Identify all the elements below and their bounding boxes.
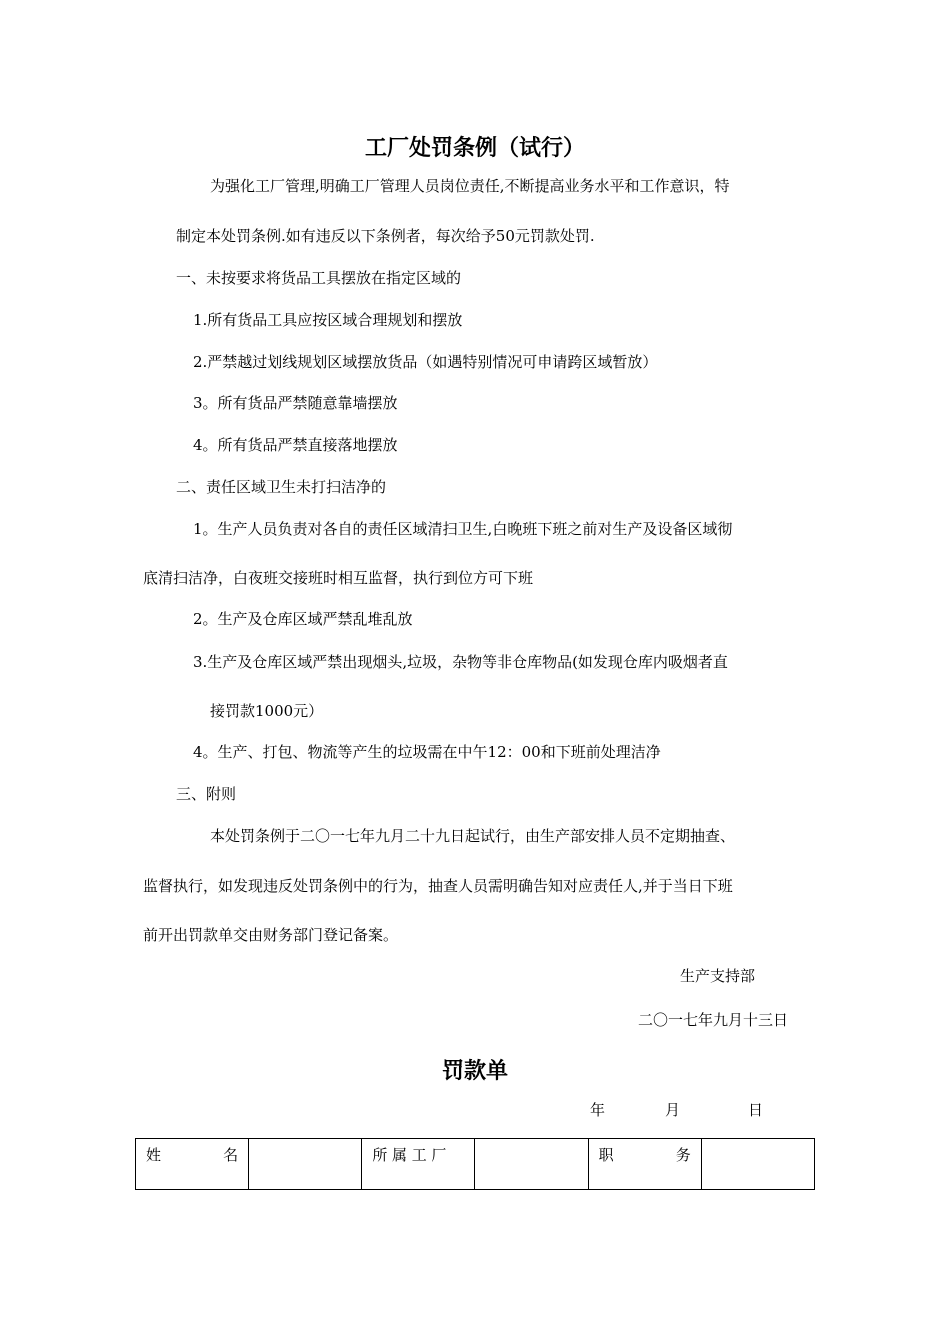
section-1-item-1: 1.所有货品工具应按区域合理规划和摆放: [193, 311, 463, 329]
factory-label-cell: [362, 1139, 475, 1190]
section-2-item-3-line-1: 3.生产及仓库区域严禁出现烟头,垃圾，杂物等非仓库物品(如发现仓库内吸烟者直: [193, 653, 728, 671]
factory-label-char-2: 属: [392, 1146, 408, 1164]
position-label: [599, 1145, 691, 1165]
fine-form-row: [136, 1139, 815, 1190]
form-date-year: 年: [590, 1101, 606, 1119]
factory-label-char-4: 厂: [431, 1146, 447, 1164]
section-2-item-2: 2。生产及仓库区域严禁乱堆乱放: [193, 610, 413, 628]
factory-label: [372, 1145, 464, 1165]
form-title: 罚款单: [441, 1059, 508, 1084]
intro-line-1: 为强化工厂管理,明确工厂管理人员岗位责任,不断提高业务水平和工作意识，特: [210, 177, 730, 195]
factory-label-char-3: 工: [411, 1146, 427, 1164]
section-2-item-3-line-2: 接罚款1000元）: [210, 702, 324, 720]
form-date-month: 月: [665, 1101, 681, 1119]
signature-date: 二〇一七年九月十三日: [638, 1011, 789, 1029]
section-3-line-3: 前开出罚款单交由财务部门登记备案。: [143, 926, 399, 944]
section-2-item-1-line-1: 1。生产人员负责对各自的责任区域清扫卫生,白晚班下班之前对生产及设备区域彻: [193, 520, 733, 538]
document-title: 工厂处罚条例（试行）: [364, 136, 585, 161]
factory-value-cell[interactable]: [475, 1139, 588, 1190]
section-3-line-1: 本处罚条例于二〇一七年九月二十九日起试行，由生产部安排人员不定期抽查、: [210, 827, 736, 845]
name-value-cell[interactable]: [249, 1139, 362, 1190]
section-1-heading: 一、未按要求将货品工具摆放在指定区域的: [176, 269, 462, 287]
name-label-cell: [136, 1139, 249, 1190]
signature-department: 生产支持部: [680, 967, 756, 985]
intro-line-2: 制定本处罚条例.如有违反以下条例者，每次给予50元罚款处罚.: [176, 227, 595, 245]
section-3-line-2: 监督执行，如发现违反处罚条例中的行为，抽查人员需明确告知对应责任人,并于当日下班: [143, 877, 733, 895]
name-label-char-1: 姓: [146, 1146, 162, 1164]
name-label-char-2: 名: [223, 1146, 239, 1164]
fine-form-table: [135, 1138, 815, 1190]
section-2-heading: 二、责任区域卫生未打扫洁净的: [176, 478, 387, 496]
section-3-heading: 三、附则: [176, 785, 237, 803]
name-label: [146, 1145, 238, 1165]
section-1-item-2: 2.严禁越过划线规划区域摆放货品（如遇特别情况可申请跨区域暂放）: [193, 353, 658, 371]
section-2-item-4: 4。生产、打包、物流等产生的垃圾需在中午12：00和下班前处理洁净: [193, 743, 661, 761]
position-label-char-1: 职: [598, 1146, 614, 1164]
form-date-day: 日: [748, 1101, 764, 1119]
section-1-item-4: 4。所有货品严禁直接落地摆放: [193, 436, 398, 454]
position-label-char-2: 务: [675, 1146, 691, 1164]
section-2-item-1-line-2: 底清扫洁净，白夜班交接班时相互监督，执行到位方可下班: [143, 569, 534, 587]
position-value-cell[interactable]: [701, 1139, 814, 1190]
section-1-item-3: 3。所有货品严禁随意靠墙摆放: [193, 394, 398, 412]
position-label-cell: [588, 1139, 701, 1190]
factory-label-char-1: 所: [372, 1146, 388, 1164]
